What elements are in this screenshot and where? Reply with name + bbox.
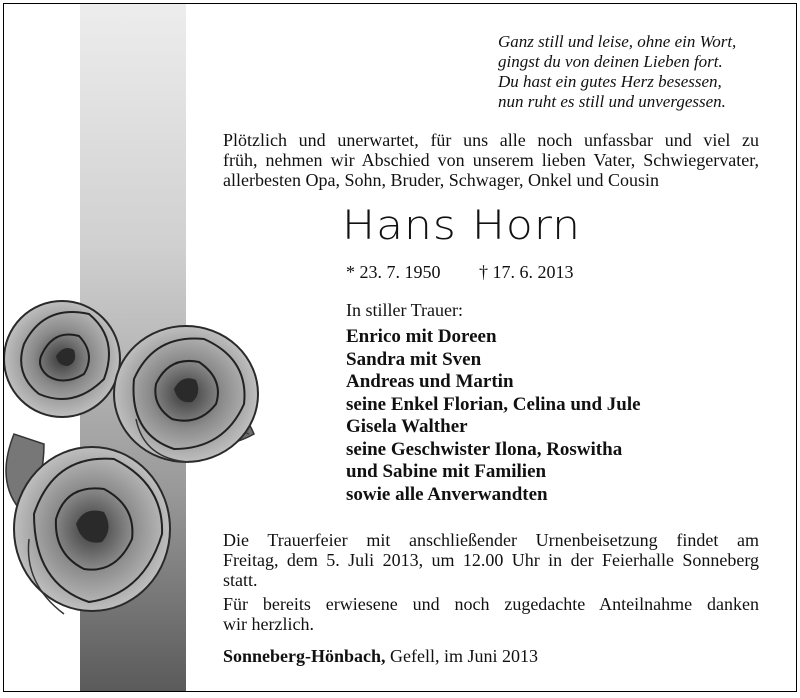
mourner-line: Enrico mit Doreen: [346, 326, 497, 347]
funeral-line: statt.: [223, 570, 258, 590]
mourners-label: In stiller Trauer:: [346, 300, 463, 320]
thanks-paragraph: [223, 594, 759, 634]
poem-line: Ganz still und leise, ohne ein Wort,: [498, 32, 737, 51]
signature-date: Gefell, im Juni 2013: [390, 646, 539, 666]
poem: [498, 32, 788, 112]
birth-date: * 23. 7. 1950: [346, 262, 441, 282]
rose-icon: [114, 326, 258, 462]
intro-paragraph: [223, 130, 759, 190]
intro-line: Plötzlich und unerwartet, für uns alle noch unfassbar und viel zu: [223, 130, 759, 150]
signature-place: Sonneberg-Hönbach,: [223, 646, 386, 666]
obituary-notice: [3, 3, 797, 692]
mourner-line: seine Enkel Florian, Celina und Jule: [346, 393, 641, 415]
signature-line: [223, 646, 538, 667]
intro-line: allerbesten Opa, Sohn, Bruder, Schwager, Onkel und Cousin: [223, 170, 659, 190]
funeral-line: Die Trauerfeier mit anschließender Urnenbeisetzung findet am: [223, 530, 759, 550]
mourner-line: Gisela Walther: [346, 416, 468, 437]
poem-line: Du hast ein gutes Herz besessen,: [498, 72, 722, 91]
mourners-list: [346, 326, 641, 506]
mourner-line: seine Geschwister Ilona, Roswitha: [346, 438, 623, 460]
mourner-line: und Sabine mit Familien: [346, 461, 547, 482]
deceased-name: Hans Horn: [342, 202, 582, 249]
thanks-line: Für bereits erwiesene und noch zugedachte Anteilnahme danken: [223, 594, 759, 614]
poem-line: gingst du von deinen Lieben fort.: [498, 52, 723, 71]
intro-line: früh, nehmen wir Abschied von unserem lieben Vater, Schwiegervater,: [223, 150, 759, 170]
funeral-paragraph: [223, 530, 759, 590]
rose-icon: [14, 447, 170, 614]
rose-icon: [4, 301, 120, 417]
poem-line: nun ruht es still und unvergessen.: [498, 92, 726, 111]
death-date: † 17. 6. 2013: [479, 262, 574, 282]
mourner-line: Andreas und Martin: [346, 371, 514, 392]
thanks-line: wir herzlich.: [223, 614, 314, 634]
mourner-line: sowie alle Anverwandten: [346, 483, 548, 505]
life-dates: [346, 262, 574, 283]
mourner-line: Sandra mit Sven: [346, 348, 482, 370]
funeral-line: Freitag, dem 5. Juli 2013, um 12.00 Uhr in der Feierhalle Sonneberg: [223, 550, 759, 570]
